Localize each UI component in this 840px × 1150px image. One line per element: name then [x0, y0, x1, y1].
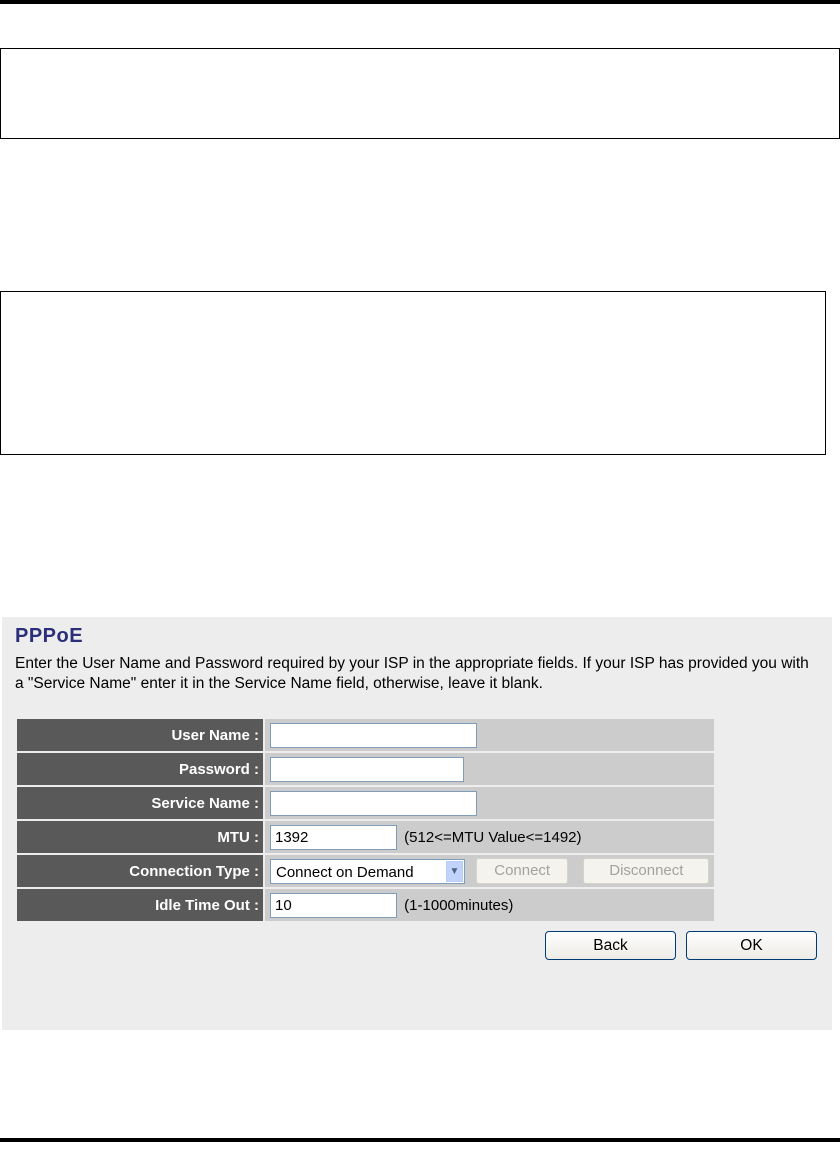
- form-row-idle-time-out: [17, 889, 714, 921]
- form-row-mtu: [17, 821, 714, 853]
- disconnect-button[interactable]: Disconnect: [583, 858, 709, 884]
- pppoe-settings-panel: [2, 617, 832, 1030]
- form-row-connection-type: [17, 855, 714, 887]
- form-row-password: [17, 753, 714, 785]
- top-rule: [0, 0, 840, 4]
- mtu-input[interactable]: 1392: [270, 825, 397, 850]
- mtu-label: MTU :: [17, 821, 265, 853]
- user-name-label: User Name :: [17, 719, 265, 751]
- password-input[interactable]: [270, 757, 464, 782]
- form-row-service-name: [17, 787, 714, 819]
- service-name-input[interactable]: [270, 791, 477, 816]
- blank-box-top: [0, 48, 840, 139]
- idle-time-out-input[interactable]: 10: [270, 893, 397, 918]
- idle-time-out-hint: (1-1000minutes): [404, 896, 514, 914]
- connection-type-label: Connection Type :: [17, 855, 265, 887]
- chevron-down-icon[interactable]: ▼: [446, 861, 463, 882]
- panel-title: PPPoE: [15, 625, 84, 647]
- password-label: Password :: [17, 753, 265, 785]
- bottom-rule: [0, 1138, 840, 1142]
- service-name-label: Service Name :: [17, 787, 265, 819]
- form-row-user-name: [17, 719, 714, 751]
- mtu-hint: (512<=MTU Value<=1492): [404, 828, 582, 846]
- connection-type-select[interactable]: [270, 859, 465, 884]
- blank-box-middle: [0, 291, 826, 455]
- user-name-input[interactable]: [270, 723, 477, 748]
- back-button[interactable]: Back: [545, 931, 676, 960]
- idle-time-out-label: Idle Time Out :: [17, 889, 265, 921]
- connect-button[interactable]: Connect: [476, 858, 568, 884]
- pppoe-form-table: [17, 717, 714, 923]
- panel-description: Enter the User Name and Password required by your ISP in the appropriate fields. If your ISP has provided you with a "Service Name" enter it in the Service Name field, otherwise, leave it blank.: [15, 655, 809, 692]
- ok-button[interactable]: OK: [686, 931, 817, 960]
- connection-type-selected-value: Connect on Demand: [276, 863, 414, 881]
